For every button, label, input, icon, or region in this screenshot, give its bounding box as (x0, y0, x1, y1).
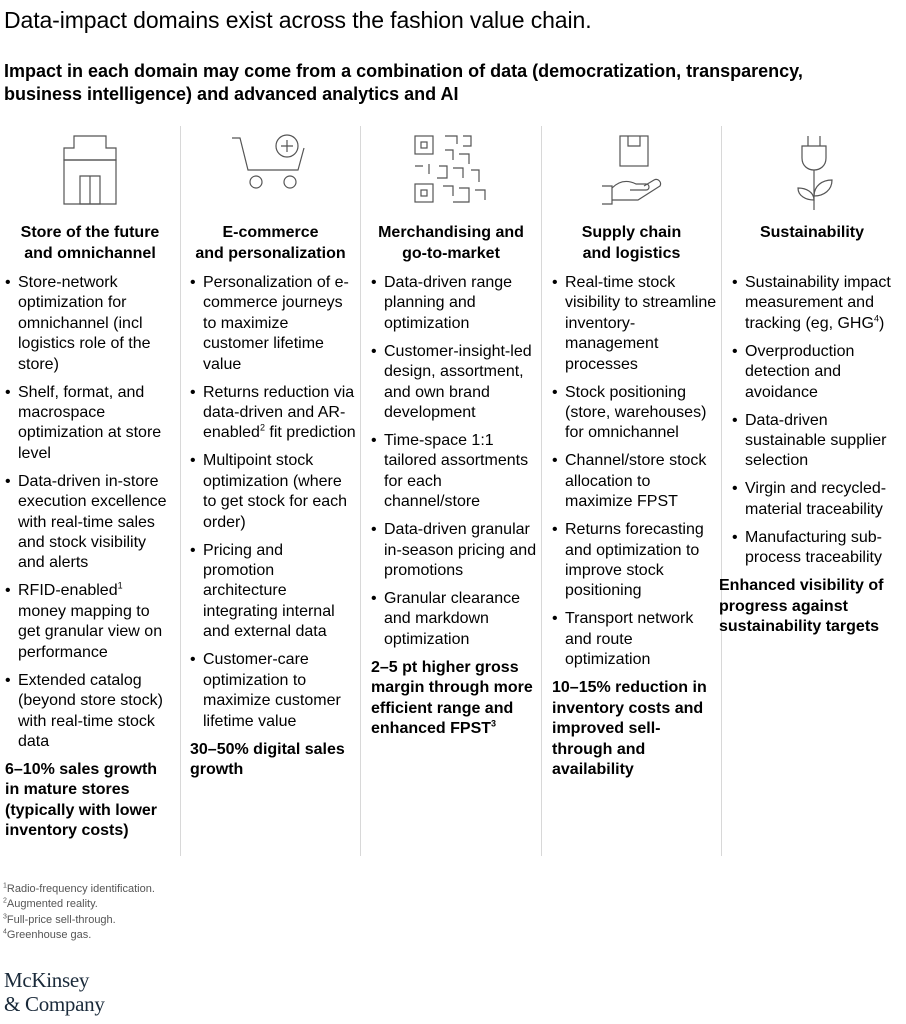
qr-code-icon (413, 134, 489, 204)
footnote: $^1$Radio-frequency identification. (3, 882, 155, 895)
list-item: • Customer-insight-led design, assortment, and own brand development (371, 342, 539, 424)
list-item: • Multipoint stock optimization (where to get stock for each order) (190, 451, 358, 533)
list-item: • Data-driven range planning and optimization (371, 273, 539, 334)
footnotes (3, 882, 155, 944)
column-title: Store of the future (20, 224, 160, 241)
list-item: • Real-time stock visibility to streamline inventory-management processes (552, 273, 718, 375)
list-item: • RFID-enabled$^1$ money mapping to get granular view on performance (5, 581, 175, 663)
list-item: • Stock positioning (store, warehouses) for omnichannel (552, 383, 718, 444)
outcome-text: 2–5 pt higher gross margin through more efficient range and enhanced FPST$^3$ (371, 658, 533, 738)
column-list (371, 273, 539, 740)
list-item: • Returns forecasting and optimization to improve stock positioning (552, 520, 718, 602)
column-title: E-commerce (222, 224, 319, 241)
column-sustainability (719, 126, 906, 856)
column-title: Supply chain (581, 224, 682, 241)
column-list (190, 273, 358, 780)
column-list (552, 273, 718, 780)
column-list (719, 273, 904, 637)
list-item: • Data-driven sustainable supplier selection (732, 411, 904, 472)
list-item: • Channel/store stock allocation to maximize FPST (552, 451, 718, 512)
column-supply-chain (542, 126, 722, 856)
column-title: and omnichannel (24, 245, 156, 262)
page-title: Data-impact domains exist across the fashion value chain. (4, 7, 592, 33)
outcome-text: Enhanced visibility of progress against sustainability targets (719, 577, 884, 636)
list-item: • Pricing and promotion architecture integrating internal and external data (190, 541, 358, 643)
list-item: • Granular clearance and markdown optimization (371, 589, 539, 650)
hand-holding-box-icon (600, 134, 664, 206)
column-store-of-the-future (0, 126, 181, 856)
mckinsey-logo: McKinsey & Company (4, 968, 105, 1016)
outcome-text: 10–15% reduction in inventory costs and improved sell-through and availability (552, 679, 707, 778)
list-item: • Time-space 1:1 tailored assortments for each channel/store (371, 431, 539, 513)
column-title: Merchandising and (378, 224, 524, 241)
list-item: • Extended catalog (beyond store stock) with real-time stock data (5, 671, 175, 753)
list-item: • Returns reduction via data-driven and AR-enabled$^2$ fit prediction (190, 383, 358, 444)
shopping-cart-icon (232, 134, 310, 190)
outcome-text: 30–50% digital sales growth (190, 740, 345, 778)
outcome-text: 6–10% sales growth in mature stores (typically with lower inventory costs) (5, 760, 158, 840)
list-item: • Shelf, format, and macrospace optimization at store level (5, 383, 175, 465)
column-title: Sustainability (759, 224, 865, 241)
list-item: • Personalization of e-commerce journeys to maximize customer lifetime value (190, 273, 358, 375)
plug-sprout-icon (794, 134, 834, 212)
list-item: • Customer-care optimization to maximize customer lifetime value (190, 650, 358, 732)
list-item: • Data-driven granular in-season pricing and promotions (371, 520, 539, 581)
column-title: and logistics (582, 245, 681, 262)
list-item: • Manufacturing sub-process traceability (732, 528, 904, 569)
column-title: go-to-market (402, 245, 500, 262)
footnote: $^3$Full-price sell-through. (3, 913, 116, 926)
column-list (5, 273, 175, 842)
list-item: • Store-network optimization for omnichannel (incl logistics role of the store) (5, 273, 175, 375)
column-merchandising (361, 126, 542, 856)
footnote: $^2$Augmented reality. (3, 897, 98, 911)
column-title: and personalization (195, 245, 346, 262)
list-item: • Virgin and recycled-material traceability (732, 479, 904, 520)
list-item: • Overproduction detection and avoidance (732, 342, 904, 403)
storefront-icon (60, 134, 120, 204)
list-item: • Transport network and route optimization (552, 609, 718, 670)
page-subtitle: Impact in each domain may come from a combination of data (democratization, transparency, business intelligence) and advanced analytics and AI (4, 61, 803, 104)
list-item: • Sustainability impact measurement and tracking (eg, GHG$^4$) (732, 273, 904, 334)
column-ecommerce (181, 126, 361, 856)
list-item: • Data-driven in-store execution excellence with real-time sales and stock visibility and alerts (5, 472, 175, 574)
footnote: $^4$Greenhouse gas. (3, 928, 92, 942)
